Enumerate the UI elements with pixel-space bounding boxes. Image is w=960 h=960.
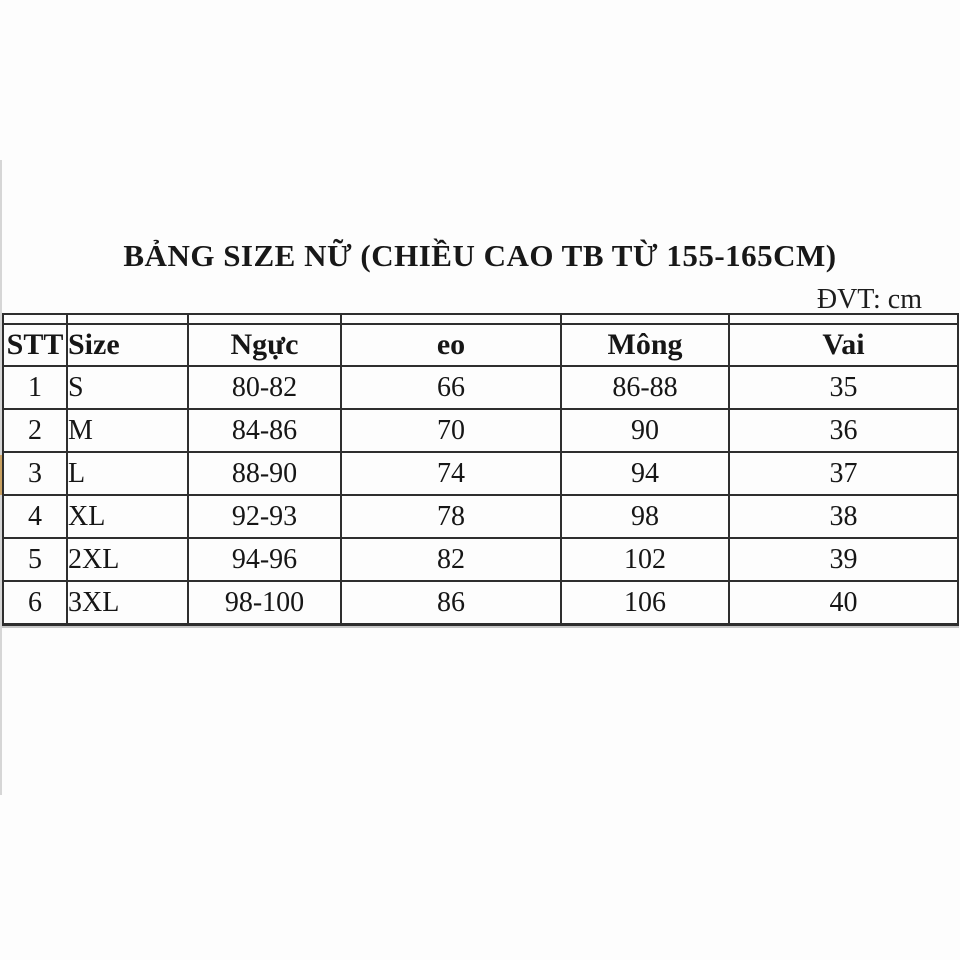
table-cell: 2 (3, 409, 67, 452)
table-row (3, 409, 958, 452)
table-cell: 39 (729, 538, 958, 581)
table-cell: 80-82 (188, 366, 341, 409)
column-header-0: STT (3, 324, 67, 366)
table-body (3, 366, 958, 625)
column-header-5: Vai (729, 324, 958, 366)
table-cell: S (67, 366, 188, 409)
table-row (3, 366, 958, 409)
table-cell: 37 (729, 452, 958, 495)
table-cell: 1 (3, 366, 67, 409)
table-cell: 102 (561, 538, 729, 581)
table-cell: 3 (3, 452, 67, 495)
table-cell: 92-93 (188, 495, 341, 538)
table-cell: 86 (341, 581, 561, 625)
table-cell: 38 (729, 495, 958, 538)
table-cell: 40 (729, 581, 958, 625)
strip-cell (341, 314, 561, 324)
table-cell: 36 (729, 409, 958, 452)
table-row (3, 495, 958, 538)
table-cell: 98 (561, 495, 729, 538)
page-title: BẢNG SIZE NỮ (CHIỀU CAO TB TỪ 155-165CM) (123, 238, 837, 273)
table-cell: 35 (729, 366, 958, 409)
table-cell: M (67, 409, 188, 452)
table-row (3, 452, 958, 495)
table-cell: 6 (3, 581, 67, 625)
table-cell: 3XL (67, 581, 188, 625)
strip-cell (188, 314, 341, 324)
table-cell: XL (67, 495, 188, 538)
unit-label: ĐVT: cm (816, 284, 922, 315)
table-cell: L (67, 452, 188, 495)
table-cell: 106 (561, 581, 729, 625)
table-cell: 4 (3, 495, 67, 538)
table-cell: 88-90 (188, 452, 341, 495)
strip-cell (729, 314, 958, 324)
table-cell: 90 (561, 409, 729, 452)
column-header-3: eo (341, 324, 561, 366)
column-header-1: Size (67, 324, 188, 366)
table-cell: 5 (3, 538, 67, 581)
table-cell: 82 (341, 538, 561, 581)
table-top-strip-row (3, 314, 958, 324)
strip-cell (561, 314, 729, 324)
table-cell: 2XL (67, 538, 188, 581)
strip-cell (67, 314, 188, 324)
table-cell: 94-96 (188, 538, 341, 581)
table-cell: 86-88 (561, 366, 729, 409)
column-header-2: Ngực (188, 324, 341, 366)
table-cell: 70 (341, 409, 561, 452)
size-table (2, 313, 959, 626)
table-row (3, 538, 958, 581)
table-cell: 74 (341, 452, 561, 495)
table-header-row (3, 324, 958, 366)
table-row (3, 581, 958, 625)
table-cell: 98-100 (188, 581, 341, 625)
table-cell: 78 (341, 495, 561, 538)
table-cell: 84-86 (188, 409, 341, 452)
strip-cell (3, 314, 67, 324)
table-cell: 94 (561, 452, 729, 495)
table-cell: 66 (341, 366, 561, 409)
column-header-4: Mông (561, 324, 729, 366)
